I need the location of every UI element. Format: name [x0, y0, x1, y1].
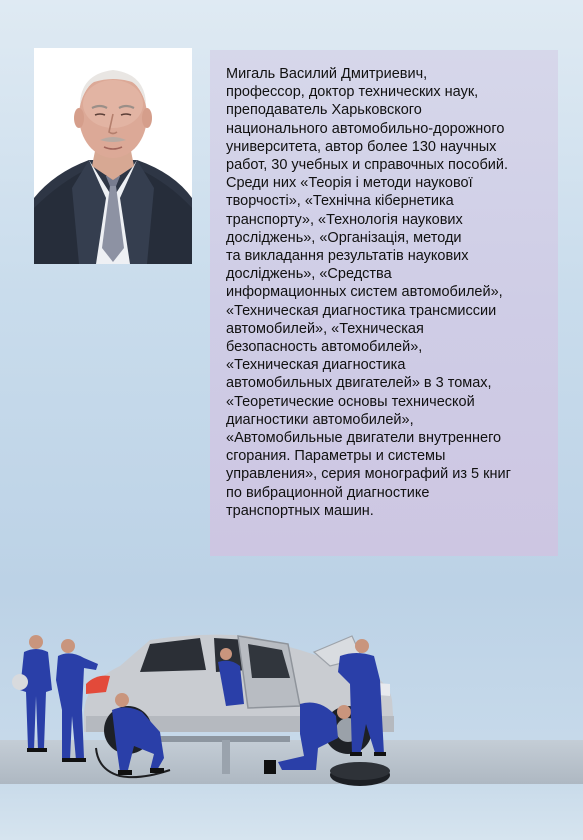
mechanic-figure-1	[12, 635, 52, 752]
author-portrait	[34, 48, 192, 264]
mechanics-illustration	[0, 620, 583, 800]
author-bio: Мигаль Василий Дмитриевич, профессор, доктор технических наук, преподаватель Харьковского национального автомобильно-дорожного университета, автор более 130 научных работ, 30 учебных и справочных пособий. Среди них «Теорія і методи наукової творчості», «Технічна кібернетика транспорту», «Технологія наукових досліджень», «Організація, методи та викладання результатів наукових досліджень», «Средства информационных систем автомобилей», «Техническая диагностика трансмиссии автомобилей», «Техническая безопасность автомобилей», «Техническая диагностика автомобильных двигателей» в 3 томах, «Теоретические основы технической диагностики автомобилей», «Автомобильные двигатели внутреннего сгорания. Параметры и системы управления», серия монографий из 5 книг по вибрационной диагностике транспортных машин.	[226, 66, 511, 519]
author-portrait-image	[34, 48, 192, 264]
bio-panel	[210, 50, 558, 556]
